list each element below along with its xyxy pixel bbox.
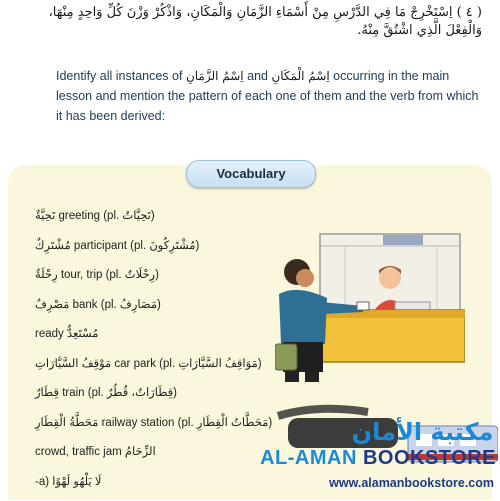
instruction-part-3: occurring in the main lesson and mention the pattern of each one of them and the verb from which it has been derived: xyxy=(56,69,478,123)
logo-english-part-2: BOOKSTORE xyxy=(363,447,496,469)
vocabulary-item xyxy=(0,413,230,443)
vocabulary-item xyxy=(0,265,230,295)
vocabulary-item-text: (قِطَارَاتٌ، قُطُرٌ .train (pl قِطَارٌ xyxy=(35,387,177,399)
vocabulary-item-text: crowd, traffic jam الزِّحَامُ xyxy=(35,446,156,458)
vocabulary-item-text: (مُشْتَرِكُونَ .participant (pl مُشْتَرِكٌ xyxy=(35,240,199,252)
vocabulary-list xyxy=(0,206,230,501)
instruction-part-2: and xyxy=(244,69,272,83)
vocabulary-item xyxy=(0,442,230,472)
vocabulary-item-text: (مَحَطَّاتُ الْقِطَارِ .railway station (pl مَحَطَّةُ الْقِطَارِ xyxy=(35,417,272,429)
vocabulary-item-text: ready مُسْتَعِدٌّ xyxy=(35,328,98,340)
vocabulary-item-text: (مَصَارِفُ .bank (pl مَصْرِفٌ xyxy=(35,299,161,311)
ticket-counter-illustration xyxy=(275,232,465,387)
bookstore-url: www.alamanbookstore.com xyxy=(256,476,494,490)
vocabulary-title: Vocabulary xyxy=(186,160,316,188)
vocabulary-item xyxy=(0,206,230,236)
vocabulary-item-text: -a) لَا يَلْهُو لَهْوًا xyxy=(35,476,101,488)
instruction-part-1: Identify all instances of xyxy=(56,69,186,83)
bookstore-logo-arabic: مكتبة الأمان xyxy=(350,418,495,446)
instruction-arabic-term-1: اِسْمُ الزَّمَانِ xyxy=(186,69,244,83)
vocabulary-item xyxy=(0,295,230,325)
vocabulary-item-text: (رِحْلَاتٌ .tour, trip (pl رِحْلَةٌ xyxy=(35,269,159,281)
logo-english-part-1: AL-AMAN xyxy=(260,447,363,469)
instruction-arabic-term-2: اِسْمُ الْمَكَانِ xyxy=(271,69,329,83)
bookstore-logo-english xyxy=(256,447,496,470)
vocabulary-item xyxy=(0,324,230,354)
vocabulary-item-text: (مَوَاقِفُ السَّيَّارَاتِ .car park (pl مَوْقِفُ السَّيَّارَاتِ xyxy=(35,358,262,370)
exercise-instruction xyxy=(56,66,486,126)
vocabulary-item xyxy=(0,383,230,413)
exercise-arabic-text: ( ٤ ) اِسْتَخْرِجْ مَا فِي الدَّرْسِ مِنْ أَسْمَاءِ الزَّمَانِ وَالْمَكَانِ، وَاذْكُرْ وَزْنَ كُلِّ وَاحِدٍ مِنْهَا، وَالْفِعْلَ الَّذِي اشْتُقَّ مِنْهُ. xyxy=(20,4,482,40)
vocabulary-item xyxy=(0,472,230,501)
vocabulary-item xyxy=(0,236,230,266)
vocabulary-item xyxy=(0,354,230,384)
vocabulary-item-text: (تَحِيَّاتٌ .greeting (pl تَحِيَّةٌ xyxy=(35,210,155,222)
